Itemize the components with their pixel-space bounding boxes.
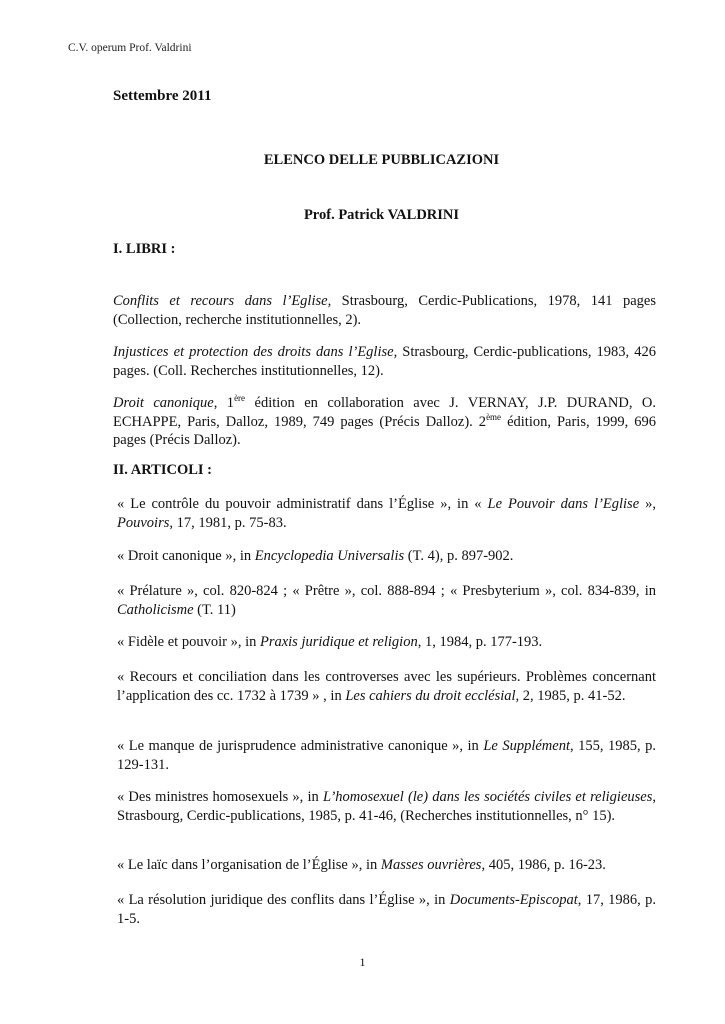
article-entry: « Le contrôle du pouvoir administratif dans l’Église », in « Le Pouvoir dans l’Eglise », Pouvoirs, 17, 1981, p. 75-83. xyxy=(117,496,656,531)
article-entry: « Le laïc dans l’organisation de l’Église », in Masses ouvrières, 405, 1986, p. 16-23. xyxy=(117,857,606,873)
article-entry: « Le manque de jurisprudence administrative canonique », in Le Supplément, 155, 1985, p. 129-131. xyxy=(117,738,657,773)
book-title: Conflits et recours dans l’Eglise, xyxy=(113,293,332,309)
running-header: C.V. operum Prof. Valdrini xyxy=(68,42,192,54)
article-entry: « Prélature », col. 820-824 ; « Prêtre », col. 888-894 ; « Presbyterium », col. 834-839, in Catholicisme (T. 11) xyxy=(117,583,656,618)
book-title: Injustices et protection des droits dans l’Eglise, xyxy=(113,344,398,360)
page-title: ELENCO DELLE PUBBLICAZIONI xyxy=(263,152,500,168)
page-number: 1 xyxy=(359,955,366,969)
document-date: Settembre 2011 xyxy=(113,88,212,104)
book-entry: Injustices et protection des droits dans l’Eglise, Strasbourg, Cerdic-publications, 1983, 426 pages. (Coll. Recherches institutionnelles, 12). xyxy=(113,344,656,379)
book-entry: Conflits et recours dans l’Eglise, Strasbourg, Cerdic-Publications, 1978, 141 pages (Collection, recherche institutionnelles, 2). xyxy=(113,293,656,328)
article-entry: « Fidèle et pouvoir », in Praxis juridique et religion, 1, 1984, p. 177-193. xyxy=(117,634,543,650)
article-entry: « La résolution juridique des conflits dans l’Église », in Documents-Episcopat, 17, 1986, p. 1-5. xyxy=(117,892,657,927)
section-heading-articoli: II. ARTICOLI : xyxy=(113,462,213,478)
article-entry: « Droit canonique », in Encyclopedia Universalis (T. 4), p. 897-902. xyxy=(117,548,514,564)
article-entry: « Des ministres homosexuels », in L’homosexuel (le) dans les sociétés civiles et religieuses, Strasbourg, Cerdic-publications, 1985, p. 41-46, (Recherches institutionnelles, n° 15). xyxy=(117,789,656,824)
book-title: Droit canonique xyxy=(113,395,214,411)
author-name: Prof. Patrick VALDRINI xyxy=(303,207,460,223)
book-entry: Droit canonique, 1ère édition en collaboration avec J. VERNAY, J.P. DURAND, O. ECHAPPE, Paris, Dalloz, 1989, 749 pages (Précis Dalloz). 2ème édition, Paris, 1999, 696 pages (Précis Dalloz). xyxy=(113,393,656,448)
article-entry: « Recours et conciliation dans les controverses avec les supérieurs. Problèmes concernant l’application des cc. 1732 à 1739 » , in Les cahiers du droit ecclésial, 2, 1985, p. 41-52. xyxy=(117,669,656,704)
section-heading-libri: I. LIBRI : xyxy=(113,241,176,257)
